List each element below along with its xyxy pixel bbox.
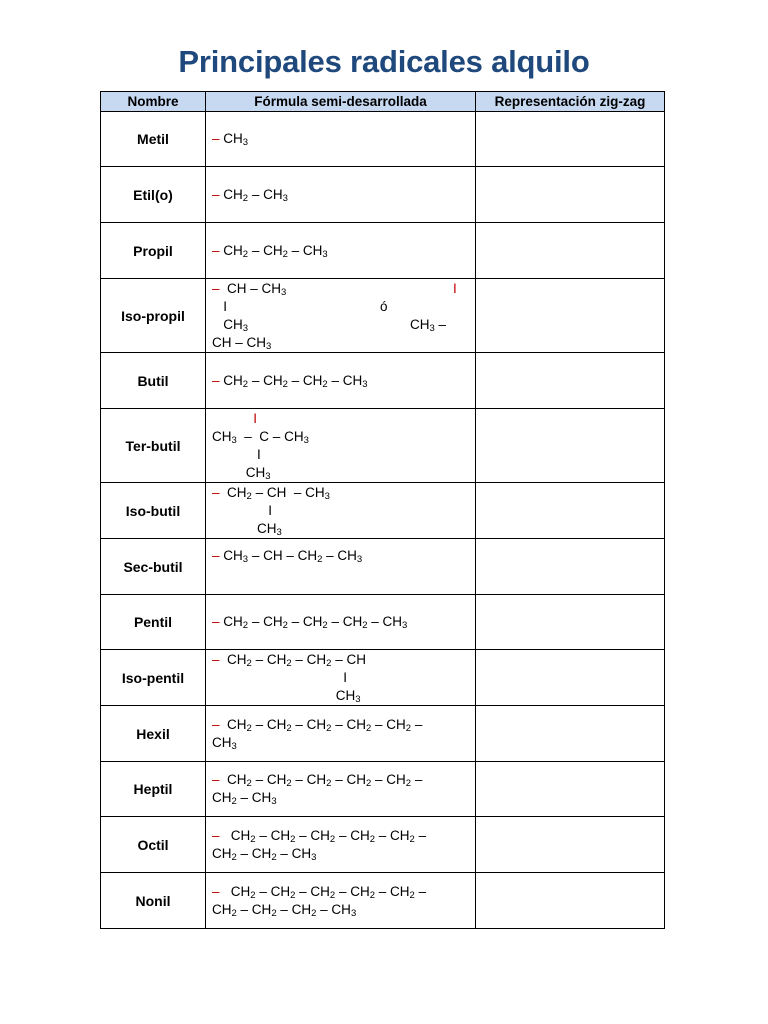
radicals-table bbox=[100, 91, 665, 929]
radical-formula: – $CH_2 - CH_2 - CH_2 - CH_2 - CH_2$ – $CH_2 - CH_3$ bbox=[206, 762, 476, 817]
radical-formula: – $CH_2 - CH_2 - CH_2$ – CH I $CH_3$ bbox=[206, 650, 476, 706]
table-row bbox=[101, 279, 665, 353]
radical-name: Pentil bbox=[101, 595, 206, 650]
table-row bbox=[101, 817, 665, 873]
header-formula: Fórmula semi-desarrollada bbox=[206, 92, 476, 112]
radical-formula: – $CH_2 - CH_3$ bbox=[206, 167, 476, 223]
table-row bbox=[101, 650, 665, 706]
radical-formula: I $CH_3$ – C – $CH_3$ I $CH_3$ bbox=[206, 409, 476, 483]
radical-name: Heptil bbox=[101, 762, 206, 817]
table-row bbox=[101, 539, 665, 595]
radical-name: Propil bbox=[101, 223, 206, 279]
radical-formula: – $CH_2 - CH_2 - CH_2 - CH_2 - CH_2$ – $CH_2 - CH_2 - CH_3$ bbox=[206, 817, 476, 873]
zigzag-cell bbox=[476, 762, 665, 817]
zigzag-cell bbox=[476, 817, 665, 873]
radical-formula: – $CH_2 - CH_2 - CH_2 - CH_2 - CH_2$ – $CH_3$ bbox=[206, 706, 476, 762]
radical-name: Iso-propil bbox=[101, 279, 206, 353]
radical-formula: – CH – $CH_3$ I $CH_3$ CH – $CH_3$ I ó $CH_3$ – bbox=[206, 279, 476, 353]
radical-name: Ter-butil bbox=[101, 409, 206, 483]
zigzag-cell bbox=[476, 353, 665, 409]
header-zigzag: Representación zig-zag bbox=[476, 92, 665, 112]
zigzag-cell bbox=[476, 650, 665, 706]
radical-name: Metil bbox=[101, 112, 206, 167]
radical-name: Iso-butil bbox=[101, 483, 206, 539]
table-row bbox=[101, 167, 665, 223]
radical-name: Sec-butil bbox=[101, 539, 206, 595]
zigzag-cell bbox=[476, 483, 665, 539]
table-row bbox=[101, 595, 665, 650]
table-row bbox=[101, 409, 665, 483]
table-row bbox=[101, 223, 665, 279]
radical-name: Butil bbox=[101, 353, 206, 409]
table-row bbox=[101, 112, 665, 167]
zigzag-cell bbox=[476, 539, 665, 595]
zigzag-cell bbox=[476, 167, 665, 223]
radical-formula: – $CH_2 - CH_2 - CH_2 - CH_2 - CH_2$ – $CH_2 - CH_2 - CH_2 - CH_3$ bbox=[206, 873, 476, 929]
zigzag-cell bbox=[476, 112, 665, 167]
zigzag-cell bbox=[476, 706, 665, 762]
zigzag-cell bbox=[476, 409, 665, 483]
page-title: Principales radicales alquilo bbox=[178, 44, 590, 79]
radical-name: Octil bbox=[101, 817, 206, 873]
radical-name: Etil(o) bbox=[101, 167, 206, 223]
zigzag-cell bbox=[476, 595, 665, 650]
radical-name: Iso-pentil bbox=[101, 650, 206, 706]
radical-formula: – $CH_3$ bbox=[206, 112, 476, 167]
radical-formula: – $CH_2$ – CH – $CH_3$ I $CH_3$ bbox=[206, 483, 476, 539]
zigzag-cell bbox=[476, 223, 665, 279]
radical-formula: – $CH_2 - CH_2 - CH_2 - CH_3$ bbox=[206, 353, 476, 409]
zigzag-cell bbox=[476, 873, 665, 929]
radical-formula: – $CH_2 - CH_2 - CH_2 - CH_2 - CH_3$ bbox=[206, 595, 476, 650]
radical-formula: – $CH_3$ – CH – $CH_2 - CH_3$ bbox=[206, 539, 476, 595]
table-row bbox=[101, 706, 665, 762]
table-row bbox=[101, 353, 665, 409]
table-row bbox=[101, 483, 665, 539]
table-header-row bbox=[101, 92, 665, 112]
radical-name: Hexil bbox=[101, 706, 206, 762]
radical-formula: – $CH_2 - CH_2 - CH_3$ bbox=[206, 223, 476, 279]
zigzag-cell bbox=[476, 279, 665, 353]
table-row bbox=[101, 762, 665, 817]
radical-name: Nonil bbox=[101, 873, 206, 929]
header-nombre: Nombre bbox=[101, 92, 206, 112]
table-row bbox=[101, 873, 665, 929]
